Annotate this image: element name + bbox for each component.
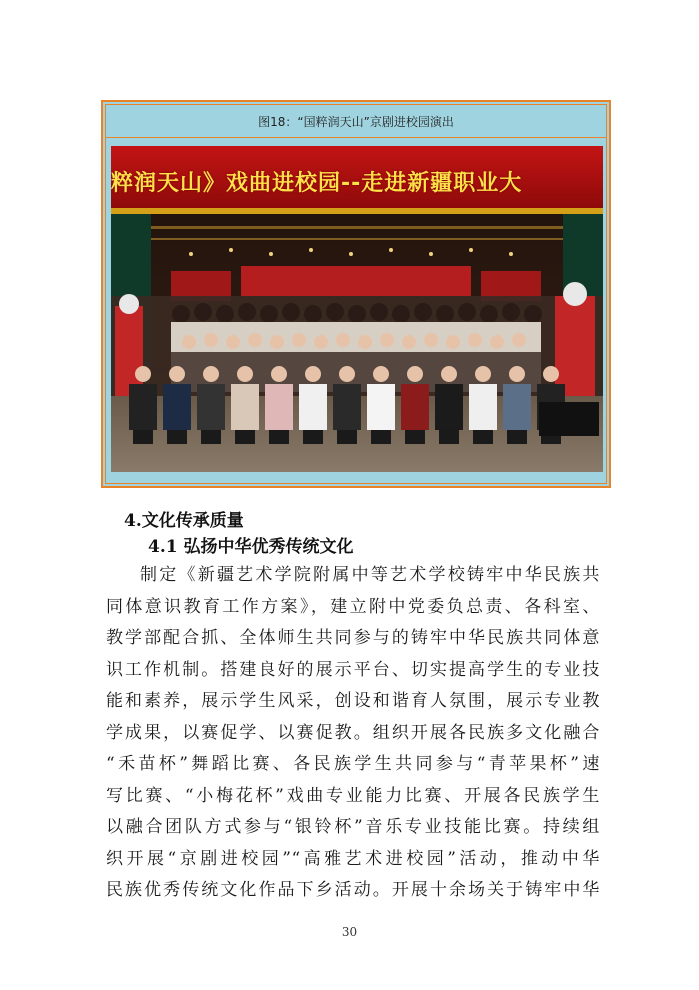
section-subheading: 4.1 弘扬中华优秀传统文化 bbox=[148, 537, 354, 557]
body-line: 教学部配合抓、全体师生共同参与的铸牢中华民族共同体意 bbox=[106, 628, 600, 648]
body-line: 制定《新疆艺术学院附属中等艺术学校铸牢中华民族共 bbox=[140, 565, 600, 585]
stage-banner-text: 粹润天山》戏曲进校园--走进新疆职业大 bbox=[111, 171, 523, 196]
figure-caption: 图18：“国粹润天山”京剧进校园演出 bbox=[106, 105, 606, 138]
body-line: 学成果，以赛促学、以赛促教。组织开展各民族多文化融合 bbox=[106, 722, 600, 743]
body-line: 以融合团队方式参与“银铃杯”音乐专业技能比赛。持续组 bbox=[106, 817, 600, 837]
body-paragraph bbox=[106, 560, 600, 907]
section-heading: 4.文化传承质量 bbox=[124, 511, 244, 531]
body-line: 识工作机制。搭建良好的展示平台、切实提高学生的专业技 bbox=[106, 659, 600, 680]
body-line: 同体意识教育工作方案》，建立附中党委负总责、各科室、 bbox=[106, 596, 600, 617]
figure-frame bbox=[101, 100, 611, 488]
body-line: “禾苗杯”舞蹈比赛、各民族学生共同参与“青苹果杯”速 bbox=[106, 754, 600, 774]
group-photo bbox=[111, 146, 603, 472]
body-line: 织开展“京剧进校园”“高雅艺术进校园”活动，推动中华 bbox=[106, 848, 600, 869]
body-line: 能和素养，展示学生风采，创设和谐育人氛围，展示专业教 bbox=[106, 691, 600, 711]
body-line: 写比赛、“小梅花杯”戏曲专业能力比赛、开展各民族学生 bbox=[106, 785, 600, 806]
page-number: 30 bbox=[341, 925, 358, 939]
body-line: 民族优秀传统文化作品下乡活动。开展十余场关于铸牢中华 bbox=[106, 880, 600, 900]
